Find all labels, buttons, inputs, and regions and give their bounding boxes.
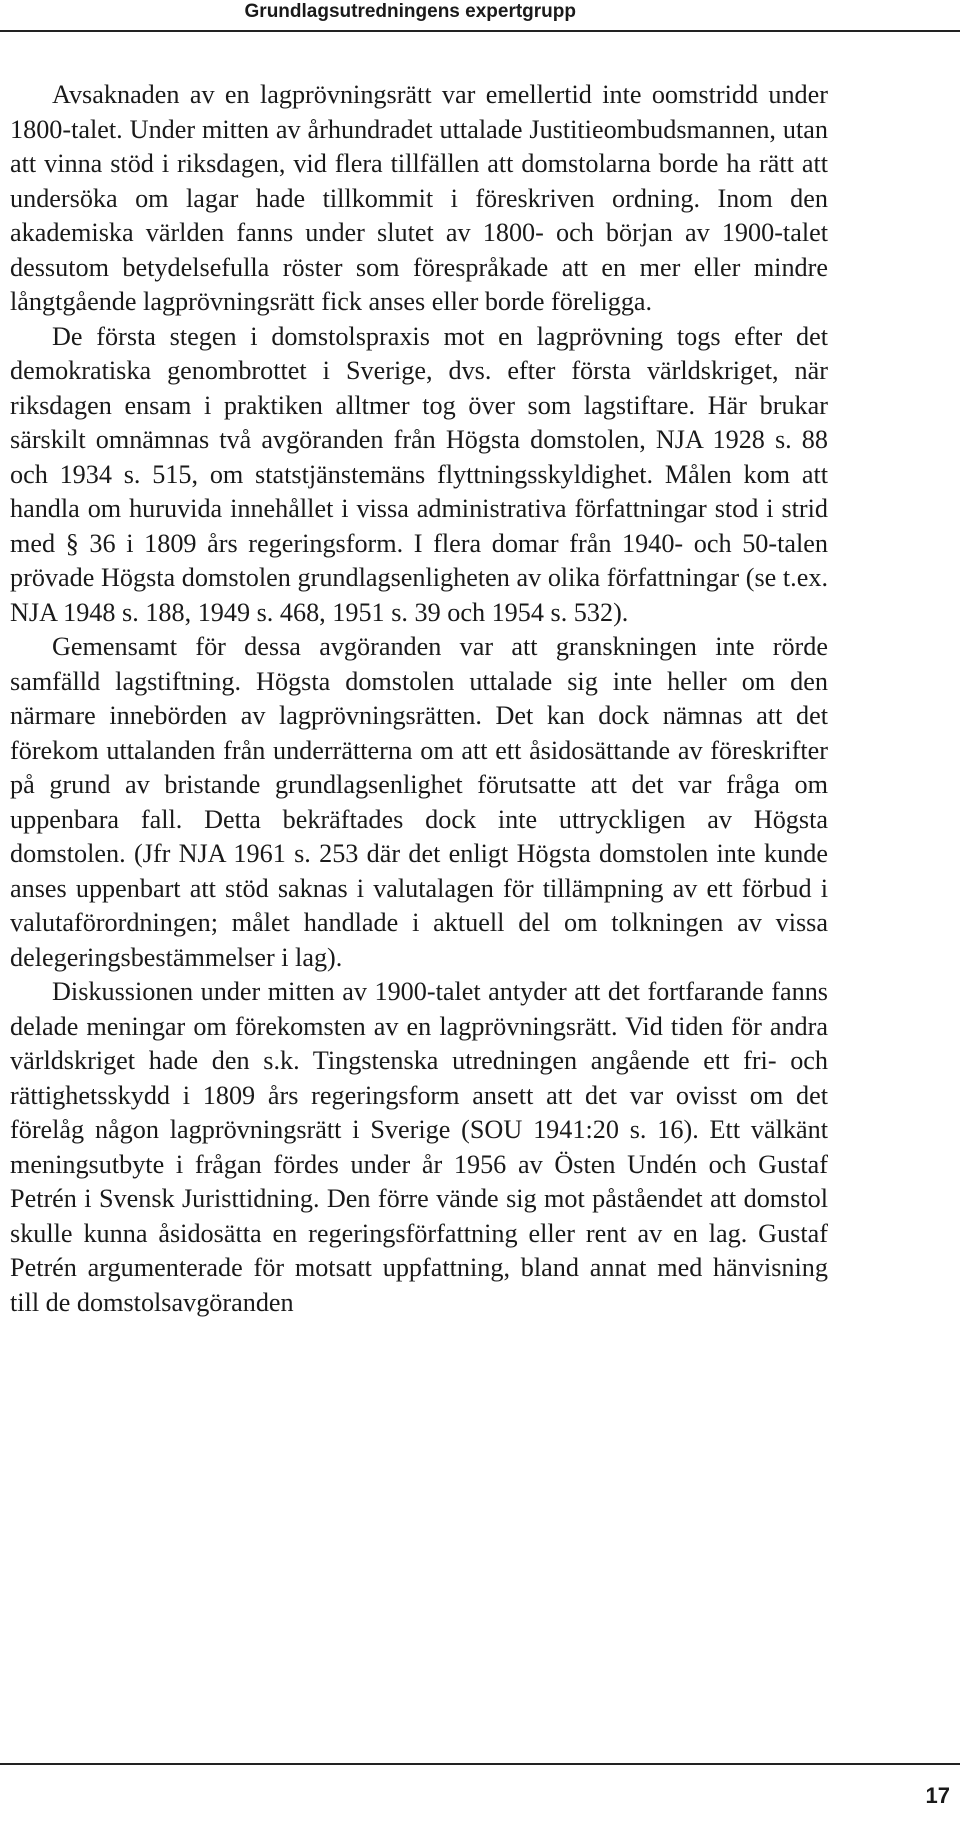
running-header xyxy=(0,0,960,32)
paragraph-2: De första stegen i domstolspraxis mot en lagprövning togs efter det demokratiska genombrottet i Sverige, dvs. efter första världskriget, när riksdagen ensam i praktiken alltmer tog över som lagstiftare. Här brukar särskilt omnämnas två avgöranden från Högsta domstolen, NJA 1928 s. 88 och 1934 s. 515, om statstjänstemäns flyttningsskyldighet. Målen kom att handla om huruvida innehållet i vissa administrativa författningar stod i strid med § 36 i 1809 års regeringsform. I flera domar från 1940- och 50-talen prövade Högsta domstolen grundlagsenligheten av olika författningar (se t.ex. NJA 1948 s. 188, 1949 s. 468, 1951 s. 39 och 1954 s. 532). xyxy=(10,321,828,627)
header-title: Grundlagsutredningens expertgrupp xyxy=(244,1,576,22)
page-number: 17 xyxy=(925,1783,950,1808)
body-text xyxy=(10,78,828,1320)
paragraph-1: Avsaknaden av en lagprövningsrätt var emellertid inte oomstridd under 1800-talet. Under mitten av århundradet uttalade Justitieombudsmannen, utan att vinna stöd i riksdagen, vid flera tillfällen att domstolarna borde ha rätt att undersöka om lagar hade tillkommit i föreskriven ordning. Inom den akademiska världen fanns under slutet av 1800- och början av 1900-talet dessutom betydelsefulla röster som förespråkade att en mer eller mindre långtgående lagprövningsrätt fick anses eller borde föreligga. xyxy=(10,80,828,316)
paragraph-3: Gemensamt för dessa avgöranden var att granskningen inte rörde samfälld lagstiftning. Högsta domstolen uttalade sig inte heller om den närmare innebörden av lagprövningsrätten. Det kan dock nämnas att det förekom uttalanden från underrätterna om att ett åsidosättande av föreskrifter på grund av bristande grundlagsenlighet förutsatte att det var fråga om uppenbara fall. Detta bekräftades dock inte uttryckligen av Högsta domstolen. (Jfr NJA 1961 s. 253 där det enligt Högsta domstolen inte kunde anses uppenbart att stöd saknas i valutalagen för tillämpning av ett förbud i valutaförordningen; målet handlade i aktuell del om tolkningen av vissa delegeringsbestämmelser i lag). xyxy=(10,632,828,972)
footer-rule xyxy=(0,1763,960,1765)
paragraph-4: Diskussionen under mitten av 1900-talet antyder att det fortfarande fanns delade meningar om förekomsten av en lagprövningsrätt. Vid tiden för andra världskriget hade den s.k. Tingstenska utredningen angående ett fri- och rättighetsskydd i 1809 års regeringsform ansett att det var ovisst om det förelåg någon lagprövningsrätt i Sverige (SOU 1941:20 s. 16). Ett välkänt meningsutbyte i frågan fördes under år 1956 av Östen Undén och Gustaf Petrén i Svensk Juristtidning. Den förre vände sig mot påståendet att domstol skulle kunna åsidosätta en regeringsförfattning eller rent av en lag. Gustaf Petrén argumenterade för motsatt uppfattning, bland annat med hänvisning till de domstolsavgöranden xyxy=(10,977,828,1317)
page-footer xyxy=(0,1763,960,1821)
